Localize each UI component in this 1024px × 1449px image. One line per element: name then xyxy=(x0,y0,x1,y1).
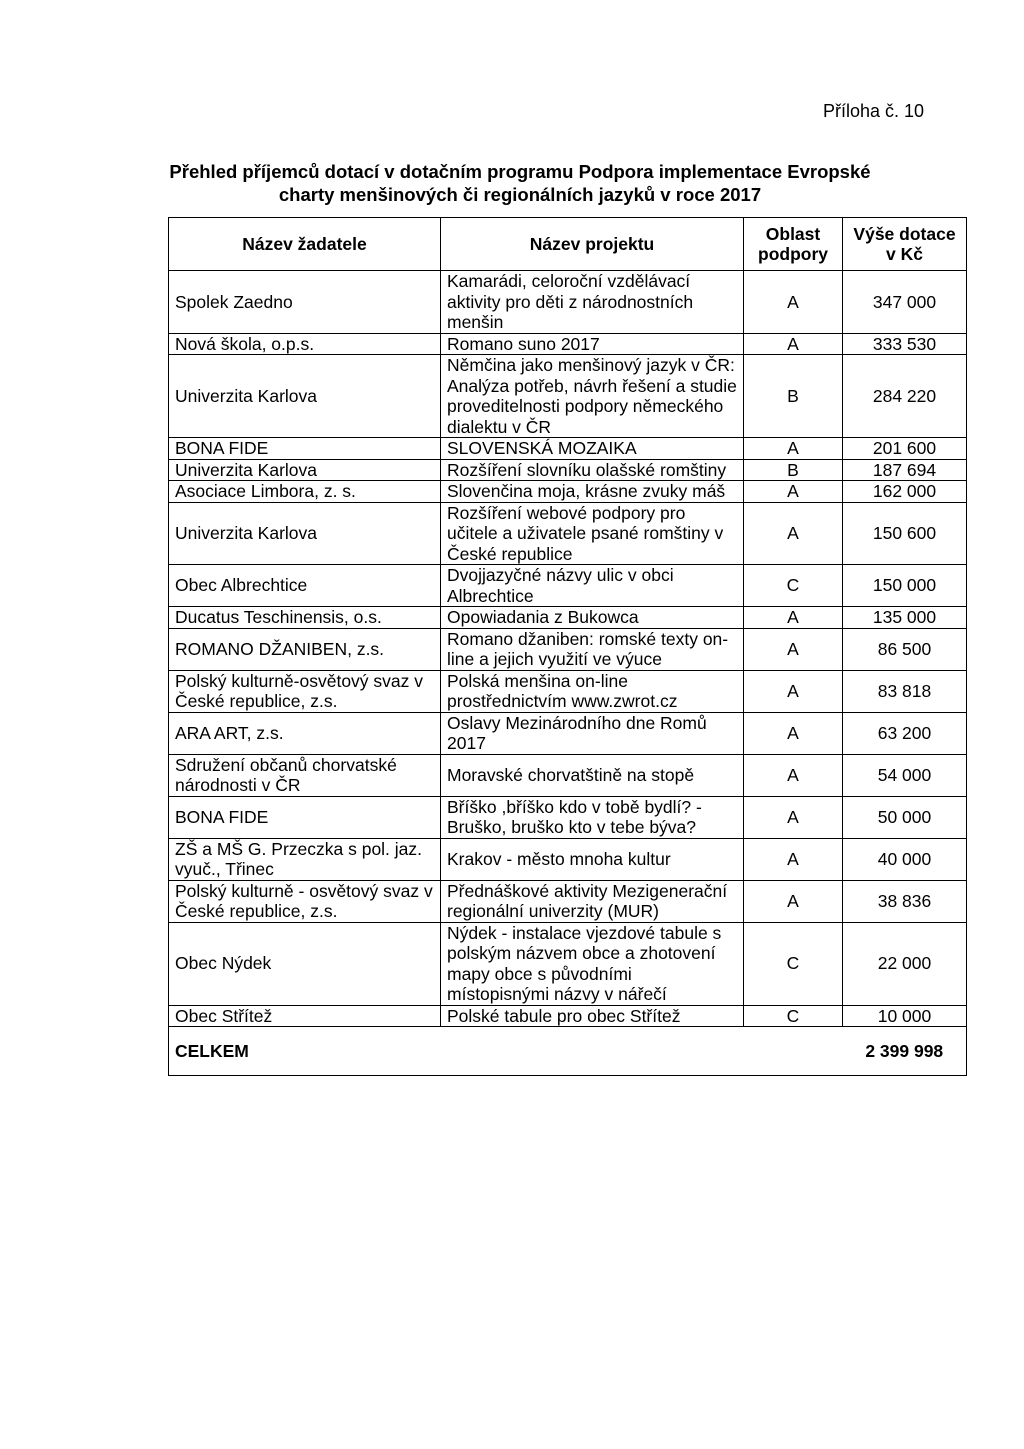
area-cell: A xyxy=(744,271,843,334)
total-amount: 2 399 998 xyxy=(843,1027,967,1076)
applicant-cell: Univerzita Karlova xyxy=(169,355,441,438)
table-row xyxy=(169,880,967,922)
grants-table xyxy=(168,217,967,1076)
amount-cell: 162 000 xyxy=(843,481,967,503)
amount-cell: 150 000 xyxy=(843,565,967,607)
table-row xyxy=(169,607,967,629)
project-cell: Polská menšina on-line prostřednictvím www.zwrot.cz xyxy=(441,670,744,712)
applicant-cell: ROMANO DŽANIBEN, z.s. xyxy=(169,628,441,670)
project-cell: Krakov - město mnoha kultur xyxy=(441,838,744,880)
applicant-cell: Obec Albrechtice xyxy=(169,565,441,607)
table-row xyxy=(169,333,967,355)
applicant-cell: BONA FIDE xyxy=(169,796,441,838)
project-cell: Němčina jako menšinový jazyk v ČR: Analýza potřeb, návrh řešení a studie proveditelnosti podpory německého dialektu v ČR xyxy=(441,355,744,438)
table-row xyxy=(169,628,967,670)
total-blank-area xyxy=(744,1027,843,1076)
amount-cell: 40 000 xyxy=(843,838,967,880)
applicant-cell: Univerzita Karlova xyxy=(169,459,441,481)
project-cell: Přednáškové aktivity Mezigenerační regionální univerzity (MUR) xyxy=(441,880,744,922)
header-project: Název projektu xyxy=(441,218,744,271)
amount-cell: 50 000 xyxy=(843,796,967,838)
document-title: Přehled příjemců dotací v dotačním programu Podpora implementace Evropské charty menšinových či regionálních jazyků v roce 2017 xyxy=(169,161,871,205)
applicant-cell: Asociace Limbora, z. s. xyxy=(169,481,441,503)
project-cell: Dvojjazyčné názvy ulic v obci Albrechtice xyxy=(441,565,744,607)
table-row xyxy=(169,796,967,838)
amount-cell: 347 000 xyxy=(843,271,967,334)
total-row xyxy=(169,1027,967,1076)
project-cell: Slovenčina moja, krásne zvuky máš xyxy=(441,481,744,503)
project-cell: Nýdek - instalace vjezdové tabule s polským názvem obce a zhotovení mapy obce s původními místopisnými názvy v nářečí xyxy=(441,922,744,1005)
amount-cell: 38 836 xyxy=(843,880,967,922)
applicant-cell: Ducatus Teschinensis, o.s. xyxy=(169,607,441,629)
amount-cell: 187 694 xyxy=(843,459,967,481)
table-row xyxy=(169,502,967,565)
applicant-cell: Obec Střítež xyxy=(169,1005,441,1027)
applicant-cell: Nová škola, o.p.s. xyxy=(169,333,441,355)
table-row xyxy=(169,271,967,334)
table-row xyxy=(169,670,967,712)
table-header-row xyxy=(169,218,967,271)
area-cell: A xyxy=(744,607,843,629)
area-cell: B xyxy=(744,355,843,438)
header-applicant: Název žadatele xyxy=(169,218,441,271)
area-cell: C xyxy=(744,565,843,607)
amount-cell: 86 500 xyxy=(843,628,967,670)
project-cell: Romano džaniben: romské texty on-line a jejich využití ve výuce xyxy=(441,628,744,670)
amount-cell: 22 000 xyxy=(843,922,967,1005)
applicant-cell: ARA ART, z.s. xyxy=(169,712,441,754)
area-cell: A xyxy=(744,754,843,796)
table-row xyxy=(169,922,967,1005)
amount-cell: 83 818 xyxy=(843,670,967,712)
project-cell: Oslavy Mezinárodního dne Romů 2017 xyxy=(441,712,744,754)
area-cell: A xyxy=(744,880,843,922)
area-cell: A xyxy=(744,712,843,754)
area-cell: C xyxy=(744,1005,843,1027)
amount-cell: 150 600 xyxy=(843,502,967,565)
table-row xyxy=(169,838,967,880)
table-row xyxy=(169,459,967,481)
area-cell: A xyxy=(744,796,843,838)
project-cell: Romano suno 2017 xyxy=(441,333,744,355)
project-cell: Rozšíření webové podpory pro učitele a uživatele psané romštiny v České republice xyxy=(441,502,744,565)
project-cell: Rozšíření slovníku olašské romštiny xyxy=(441,459,744,481)
total-blank-project xyxy=(441,1027,744,1076)
project-cell: Opowiadania z Bukowca xyxy=(441,607,744,629)
table-body xyxy=(169,271,967,1076)
table-row xyxy=(169,1005,967,1027)
area-cell: A xyxy=(744,438,843,460)
attachment-label: Příloha č. 10 xyxy=(823,101,925,121)
project-cell: SLOVENSKÁ MOZAIKA xyxy=(441,438,744,460)
area-cell: A xyxy=(744,628,843,670)
project-cell: Bříško ,bříško kdo v tobě bydlí? - Bruško, bruško kto v tebe býva? xyxy=(441,796,744,838)
applicant-cell: BONA FIDE xyxy=(169,438,441,460)
project-cell: Moravské chorvatštině na stopě xyxy=(441,754,744,796)
amount-cell: 10 000 xyxy=(843,1005,967,1027)
applicant-cell: Sdružení občanů chorvatské národnosti v ČR xyxy=(169,754,441,796)
applicant-cell: Obec Nýdek xyxy=(169,922,441,1005)
header-amount: Výše dotace v Kč xyxy=(843,218,967,271)
amount-cell: 135 000 xyxy=(843,607,967,629)
area-cell: C xyxy=(744,922,843,1005)
table-row xyxy=(169,565,967,607)
project-cell: Kamarádi, celoroční vzdělávací aktivity pro děti z národnostních menšin xyxy=(441,271,744,334)
table-row xyxy=(169,754,967,796)
header-area: Oblast podpory xyxy=(744,218,843,271)
project-cell: Polské tabule pro obec Střítež xyxy=(441,1005,744,1027)
amount-cell: 54 000 xyxy=(843,754,967,796)
applicant-cell: Spolek Zaedno xyxy=(169,271,441,334)
table-row xyxy=(169,355,967,438)
table-row xyxy=(169,481,967,503)
area-cell: A xyxy=(744,502,843,565)
applicant-cell: Polský kulturně - osvětový svaz v České republice, z.s. xyxy=(169,880,441,922)
area-cell: A xyxy=(744,333,843,355)
area-cell: B xyxy=(744,459,843,481)
applicant-cell: Univerzita Karlova xyxy=(169,502,441,565)
applicant-cell: ZŠ a MŠ G. Przeczka s pol. jaz. vyuč., Třinec xyxy=(169,838,441,880)
amount-cell: 201 600 xyxy=(843,438,967,460)
amount-cell: 333 530 xyxy=(843,333,967,355)
table-row xyxy=(169,438,967,460)
applicant-cell: Polský kulturně-osvětový svaz v České republice, z.s. xyxy=(169,670,441,712)
table-row xyxy=(169,712,967,754)
amount-cell: 284 220 xyxy=(843,355,967,438)
area-cell: A xyxy=(744,838,843,880)
total-label: CELKEM xyxy=(169,1027,441,1076)
amount-cell: 63 200 xyxy=(843,712,967,754)
area-cell: A xyxy=(744,481,843,503)
area-cell: A xyxy=(744,670,843,712)
